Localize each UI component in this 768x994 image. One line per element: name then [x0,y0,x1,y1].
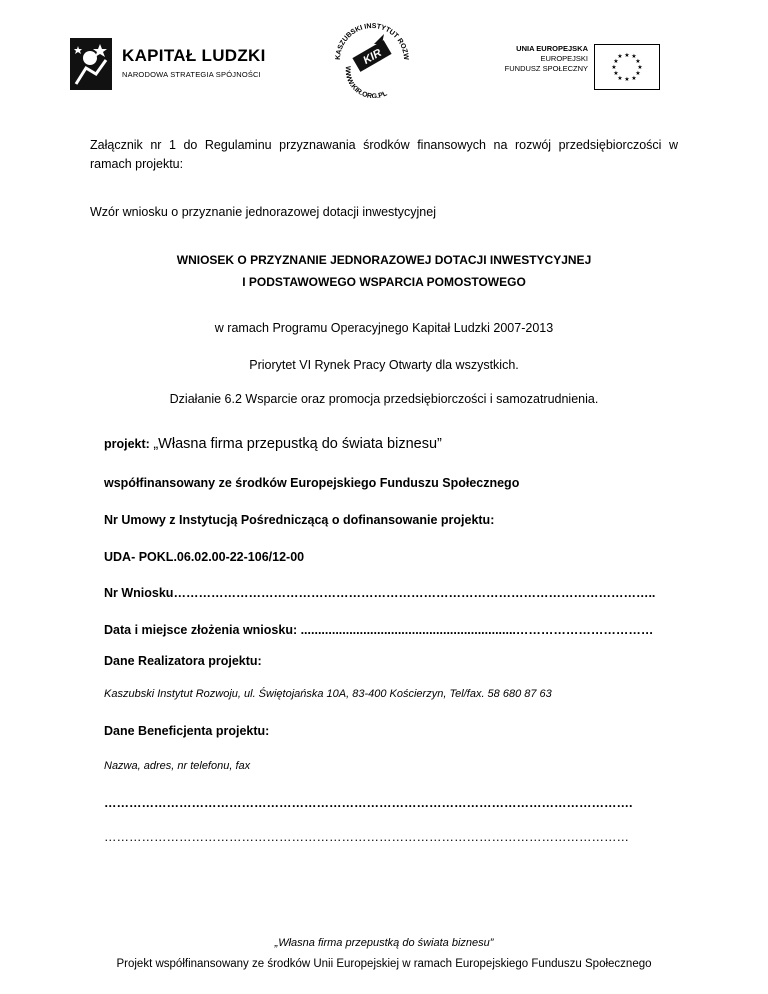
application-title-line2: I PODSTAWOWEGO WSPARCIA POMOSTOWEGO [242,275,526,289]
svg-text:★: ★ [631,53,637,60]
attachment-note: Załącznik nr 1 do Regulaminu przyznawania środków finansowych na rozwój przedsiębiorczości w ramach projektu: [90,138,678,171]
kapital-ludzki-logo [70,38,270,94]
beneficiary-fill-line-2: ……………………………………………………………………………………………………………… [104,830,629,844]
footer-note: Projekt współfinansowany ze środków Unii Europejskiej w ramach Europejskiego Funduszu Społecznego [116,958,652,970]
kir-logo [330,14,414,98]
beneficiary-fill-line-1: ………………………………………………………………………………………………………………. [104,796,633,810]
eu-logo [500,44,660,84]
template-title: Wzór wniosku o przyznanie jednorazowej dotacji inwestycyjnej [90,205,436,219]
svg-text:★: ★ [617,75,623,82]
eu-text [505,44,588,74]
implementer-label: Dane Realizatora projektu: [104,654,262,668]
kapital-ludzki-title: KAPITAŁ LUDZKI [122,46,266,65]
program-line: w ramach Programu Operacyjnego Kapitał Ludzki 2007-2013 [214,321,554,335]
kir-web-text: WWW.KIR.ORG.PL [343,65,389,98]
kapital-ludzki-mark-icon [70,38,112,90]
contract-number: UDA- POKL.06.02.00-22-106/12-00 [104,550,305,564]
priority-line: Priorytet VI Rynek Pracy Otwarty dla wszystkich. [249,358,519,372]
svg-text:★: ★ [635,58,641,65]
implementer-details: Kaszubski Instytut Rozwoju, ul. Świętojańska 10A, 83-400 Kościerzyn, Tel/fax. 58 680 87 63 [104,688,552,700]
cofinanced-line: współfinansowany ze środków Europejskiego Funduszu Społecznego [104,476,520,490]
kir-ring-text: KASZUBSKI INSTYTUT ROZW [334,22,410,61]
kapital-ludzki-subtitle: NARODOWA STRATEGIA SPÓJNOŚCI [122,70,261,79]
eu-line1: UNIA EUROPEJSKA [516,44,588,53]
project-label: projekt: [104,437,150,451]
svg-text:★: ★ [635,70,641,77]
project-line [104,436,442,452]
application-number-field: Nr Wniosku…………………………………………………………………………………………………….. [104,586,656,600]
beneficiary-hint: Nazwa, adres, nr telefonu, fax [104,760,251,772]
svg-text:★: ★ [613,58,619,65]
project-name: „Własna firma przepustką do świata biznesu” [153,436,442,452]
svg-text:★: ★ [631,75,637,82]
action-line: Działanie 6.2 Wsparcie oraz promocja przedsiębiorczości i samozatrudnienia. [169,392,599,406]
date-place-field: Data i miejsce złożenia wniosku: ..............................................................…………………………… [104,623,654,637]
svg-text:WWW.KIR.ORG.PL [344,66,389,98]
eu-flag-icon [594,44,660,90]
beneficiary-label: Dane Beneficjenta projektu: [104,724,270,738]
footer-project: „Własna firma przepustką do świata biznesu” [274,937,494,949]
kir-mark-text: KIR [361,46,384,67]
eu-line3: FUNDUSZ SPOŁECZNY [504,64,588,73]
eu-line2: EUROPEJSKI [540,54,588,63]
svg-text:★: ★ [637,64,643,71]
svg-text:★: ★ [624,52,630,59]
contract-label: Nr Umowy z Instytucją Pośredniczącą o dofinansowanie projektu: [104,513,495,527]
svg-text:★: ★ [617,53,623,60]
svg-text:★: ★ [613,70,619,77]
svg-text:★: ★ [624,76,630,83]
application-title-line1: WNIOSEK O PRZYZNANIE JEDNORAZOWEJ DOTACJI INWESTYCYJNEJ [176,253,592,267]
svg-text:★: ★ [611,64,617,71]
